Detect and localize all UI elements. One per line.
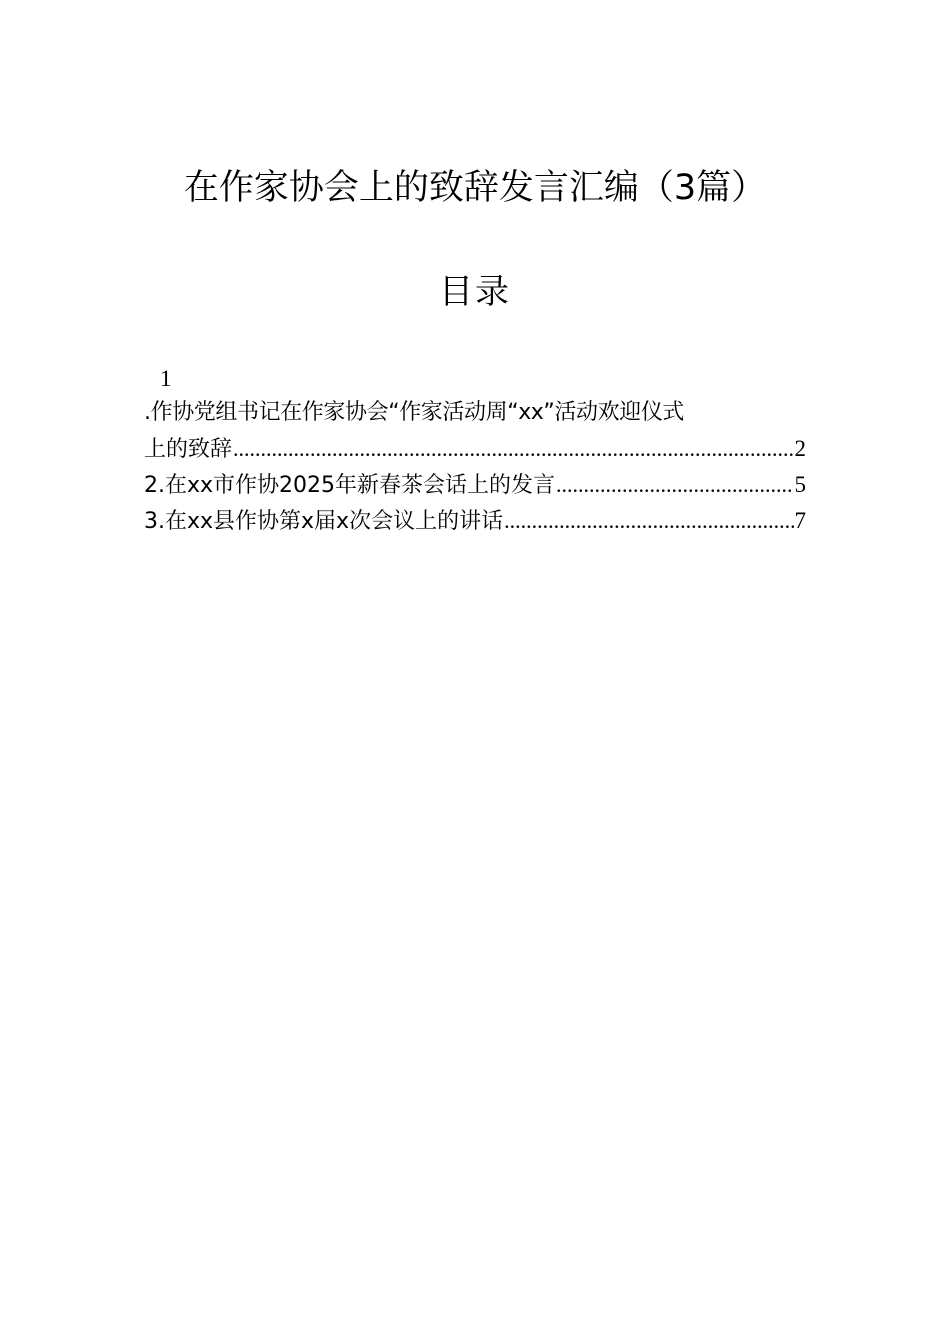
toc-page-number: 2 [794,436,806,461]
toc-entry-3[interactable] [144,504,806,540]
document-title: 在作家协会上的致辞发言汇编（3篇） [183,168,767,208]
toc-entry-line [144,468,806,504]
toc-heading: 目录 [439,272,511,312]
table-of-contents [144,362,806,540]
toc-entry-line [144,504,806,540]
toc-entry-number: 1 [160,366,172,391]
dot-leader [233,432,793,466]
toc-entry-2[interactable] [144,468,806,504]
toc-page-number: 7 [794,508,806,533]
dot-leader [504,504,793,538]
toc-entry-title: 2.在xx市作协2025年新春茶会话上的发言 [144,473,556,498]
toc-entry-title: .作协党组书记在作家协会“作家活动周“xx”活动欢迎仪式 [144,400,685,425]
dot-leader [556,468,793,502]
toc-entry-line [144,432,806,468]
toc-entry-line [144,396,806,432]
toc-entry-1[interactable] [144,362,806,468]
toc-page-number: 5 [794,472,806,497]
toc-entry-title: 3.在xx县作协第x届x次会议上的讲话 [144,509,504,534]
toc-entry-title-continued: 上的致辞 [144,437,233,462]
